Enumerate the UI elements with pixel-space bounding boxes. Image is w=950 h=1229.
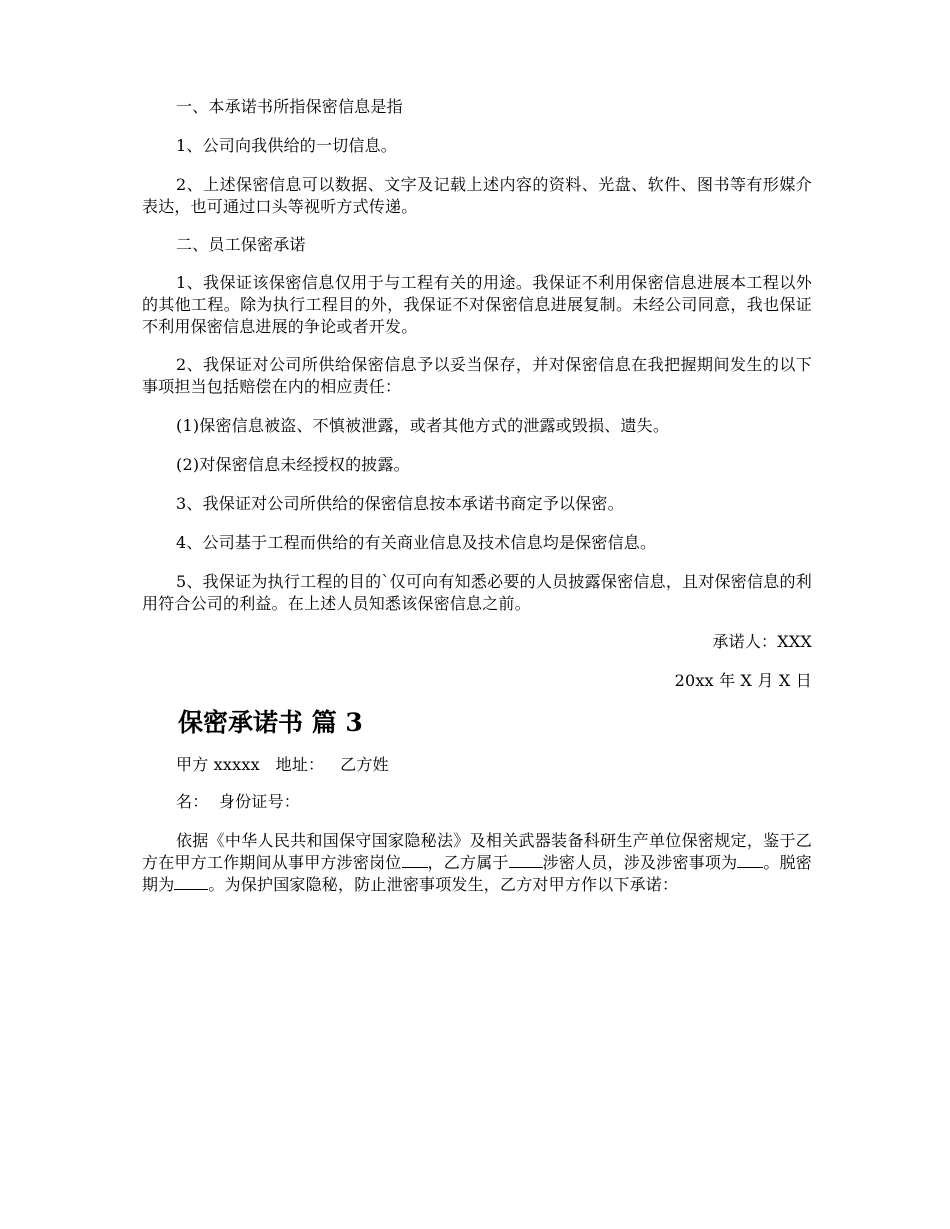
clause-2-2: 2、我保证对公司所供给保密信息予以妥当保存，并对保密信息在我把握期间发生的以下事项担当包括赔偿在内的相应责任： xyxy=(142,355,812,396)
id-info-line: 名： 身份证号： xyxy=(176,792,300,811)
party-info-line: 甲方 xxxxx 地址： 乙方姓 xyxy=(176,755,389,774)
body-text-b: ，乙方属于 xyxy=(427,853,509,872)
clause-1-1: 1、公司向我供给的一切信息。 xyxy=(176,136,397,155)
clause-heading-1: 一、本承诺书所指保密信息是指 xyxy=(176,97,403,116)
blank-personnel-level xyxy=(509,853,543,868)
date-line: 20xx 年 X 月 X 日 xyxy=(674,671,812,690)
body-text-d: 。脱密期为 xyxy=(142,853,812,894)
clause-1-2: 2、上述保密信息可以数据、文字及记载上述内容的资料、光盘、软件、图书等有形媒介表达，也可通过口头等视听方式传递。 xyxy=(142,175,812,216)
blank-secret-matter xyxy=(737,853,763,868)
signer-line: 承诺人：XXX xyxy=(712,632,812,651)
clause-2-2-item-1: (1)保密信息被盗、不慎被泄露，或者其他方式的泄露或毁损、遗失。 xyxy=(176,416,670,435)
document-page xyxy=(142,96,812,896)
clause-2-3: 3、我保证对公司所供给的保密信息按本承诺书商定予以保密。 xyxy=(176,494,624,513)
clause-2-4: 4、公司基于工程而供给的有关商业信息及技术信息均是保密信息。 xyxy=(176,533,657,552)
blank-post xyxy=(402,853,428,868)
clause-heading-2: 二、员工保密承诺 xyxy=(176,235,306,254)
agreement-body xyxy=(142,830,812,896)
section-title: 保密承诺书 篇 3 xyxy=(178,708,363,737)
body-text-a: 依据《中华人民共和国保守国家隐秘法》及相关武器装备科研生产单位保密规定，鉴于乙方在甲方工作期间从事甲方涉密岗位 xyxy=(142,831,812,872)
body-text-e: 。为保护国家隐秘，防止泄密事项发生，乙方对甲方作以下承诺： xyxy=(208,875,679,894)
clause-2-1: 1、我保证该保密信息仅用于与工程有关的用途。我保证不利用保密信息进展本工程以外的其他工程。除为执行工程目的外，我保证不对保密信息进展复制。未经公司同意，我也保证不利用保密信息进展的争论或者开发。 xyxy=(142,273,812,336)
blank-declassify-period xyxy=(174,875,208,890)
body-text-c: 涉密人员，涉及涉密事项为 xyxy=(542,853,738,872)
clause-2-5: 5、我保证为执行工程的目的`仅可向有知悉必要的人员披露保密信息，且对保密信息的利用符合公司的利益。在上述人员知悉该保密信息之前。 xyxy=(142,572,812,613)
clause-2-2-item-2: (2)对保密信息未经授权的披露。 xyxy=(176,455,410,474)
